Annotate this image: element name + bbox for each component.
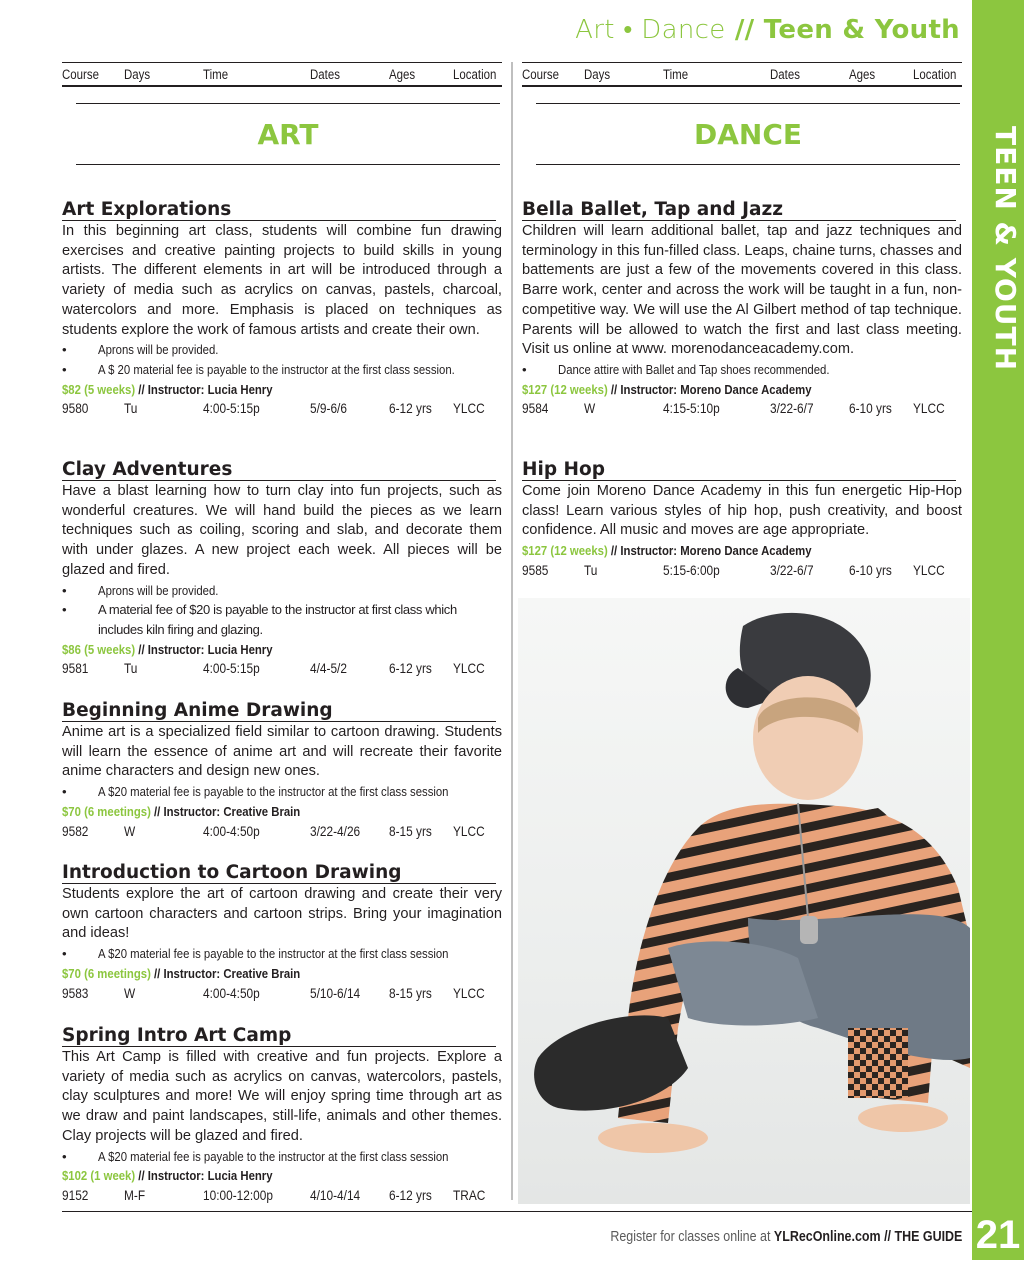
course-fee-line xyxy=(522,541,962,561)
dance-column xyxy=(522,62,962,578)
bullet-icon: • xyxy=(62,361,67,377)
course-dates: 5/9-6/6 xyxy=(310,401,347,417)
footer-prefix: Register for classes online at xyxy=(609,1229,774,1245)
column-headers xyxy=(522,62,962,87)
bullet-icon: • xyxy=(62,342,67,358)
course-days: W xyxy=(584,401,596,417)
course-listing xyxy=(62,1026,502,1206)
course-dates: 4/4-5/2 xyxy=(310,661,347,677)
course-note-text: A $20 material fee is payable to the instructor at the first class session xyxy=(98,946,449,962)
course-title: Hip Hop xyxy=(522,460,956,481)
course-title: Clay Adventures xyxy=(62,460,496,481)
header-days: Days xyxy=(584,66,611,82)
course-days: Tu xyxy=(124,401,138,417)
course-fee-line xyxy=(522,380,962,400)
dance-section-heading xyxy=(536,103,960,165)
course-location: YLCC xyxy=(453,985,485,1001)
course-fee-line xyxy=(62,1166,502,1186)
course-description: Children will learn additional ballet, tap and jazz techniques and terminology in this fun-filled class. Leaps, chaine turns, chasses and battements are just a few of the movements covered in this class. Barre work, center and across the work will be taught in a fun, non-competitive way. We will use the Al Gilbert method of tap technique. Parents will be allowed to watch the first and last class meeting. Visit us online at www. morenodanceacademy.com. xyxy=(522,223,962,358)
course-listing xyxy=(522,200,962,419)
course-price: $82 (5 weeks) xyxy=(62,381,136,397)
course-time: 4:00-5:15p xyxy=(203,401,260,417)
course-price: $86 (5 weeks) xyxy=(62,641,136,657)
course-fee-line xyxy=(62,802,502,822)
course-ages: 6-12 yrs xyxy=(389,401,432,417)
course-dates: 3/22-6/7 xyxy=(770,562,814,578)
side-tab-label: TEEN & YOUTH xyxy=(989,126,1022,372)
course-price: $127 (12 weeks) xyxy=(522,543,608,559)
course-instructor: // Instructor: Lucia Henry xyxy=(135,381,273,397)
course-note xyxy=(62,782,502,802)
course-listing xyxy=(62,701,502,841)
course-location: TRAC xyxy=(453,1187,486,1203)
course-number[interactable]: 9152 xyxy=(62,1187,89,1203)
art-section-heading xyxy=(76,103,500,165)
course-instructor: // Instructor: Creative Brain xyxy=(150,965,301,981)
art-column xyxy=(62,62,502,1203)
footer-suffix: // THE GUIDE xyxy=(880,1229,962,1245)
header-dates: Dates xyxy=(770,66,800,82)
course-note xyxy=(62,600,502,639)
course-schedule-row xyxy=(62,1186,502,1206)
course-ages: 8-15 yrs xyxy=(389,823,432,839)
header-course: Course xyxy=(62,66,100,82)
course-title: Introduction to Cartoon Drawing xyxy=(62,863,496,884)
course-time: 10:00-12:00p xyxy=(203,1187,273,1203)
footer-rule xyxy=(62,1211,972,1212)
course-instructor: // Instructor: Moreno Dance Academy xyxy=(607,381,812,397)
header-separator: // xyxy=(725,15,764,45)
course-price: $70 (6 meetings) xyxy=(62,803,151,819)
header-time: Time xyxy=(663,66,689,82)
course-dates: 5/10-6/14 xyxy=(310,985,361,1001)
course-note xyxy=(62,581,502,601)
course-schedule-row xyxy=(62,984,502,1004)
bullet-icon: • xyxy=(522,361,527,377)
course-time: 5:15-6:00p xyxy=(663,562,720,578)
course-days: W xyxy=(124,823,136,839)
course-note xyxy=(522,360,962,380)
course-description: Students explore the art of cartoon drawing and create their very own cartoon characters and cartoon strips. Bring your imagination and ideas! xyxy=(62,886,502,942)
course-note xyxy=(62,1147,502,1167)
dance-section-title: DANCE xyxy=(693,117,803,151)
course-number[interactable]: 9581 xyxy=(62,661,89,677)
course-number[interactable]: 9580 xyxy=(62,401,89,417)
course-schedule-row xyxy=(522,399,962,419)
course-note xyxy=(62,944,502,964)
course-note xyxy=(62,340,502,360)
course-instructor: // Instructor: Creative Brain xyxy=(150,803,301,819)
course-location: YLCC xyxy=(913,562,945,578)
course-fee-line xyxy=(62,380,502,400)
header-ages: Ages xyxy=(389,66,416,82)
course-ages: 6-10 yrs xyxy=(849,562,892,578)
course-days: Tu xyxy=(124,661,138,677)
course-listing xyxy=(62,200,502,419)
course-schedule-row xyxy=(522,561,962,581)
course-number[interactable]: 9584 xyxy=(522,401,549,417)
course-fee-line xyxy=(62,640,502,660)
bullet-icon: • xyxy=(62,602,67,618)
course-time: 4:00-4:50p xyxy=(203,985,260,1001)
header-ages: Ages xyxy=(849,66,876,82)
column-divider xyxy=(511,62,513,1200)
course-ages: 8-15 yrs xyxy=(389,985,432,1001)
course-title: Beginning Anime Drawing xyxy=(62,701,496,722)
course-description: Have a blast learning how to turn clay into fun projects, such as wonderful creatures. We will hand build the pieces as we learn techniques such as coiling, scoring and slab, and decorate them with under glazes. A new project each week. All pieces will be glazed and fired. xyxy=(62,483,502,578)
course-listing xyxy=(522,460,962,581)
course-note-text: A $20 material fee is payable to the instructor at the first class session xyxy=(98,1148,449,1164)
course-description: In this beginning art class, students will combine fun drawing exercises and creative painting projects to build skills in young artists. The different elements in art will be introduced through a variety of media such as acrylics on canvas, pastels, charcoal, watercolors and more. Emphasis is placed on techniques as students explore the work of famous artists and create their own. xyxy=(62,223,502,338)
course-ages: 6-12 yrs xyxy=(389,1187,432,1203)
dancer-illustration xyxy=(518,598,970,1204)
course-note-text: Dance attire with Ballet and Tap shoes recommended. xyxy=(558,361,830,377)
course-description: This Art Camp is filled with creative and fun projects. Explore a variety of media such as acrylics on canvas, watercolors, pastels, clay sculptures and more! We will enjoy spring time through art as we draw and paint landscapes, still-life, animals and other themes. Clay projects will be glazed and fired. xyxy=(62,1049,502,1144)
course-listing xyxy=(62,863,502,1003)
course-number[interactable]: 9583 xyxy=(62,985,89,1001)
course-dates: 3/22-4/26 xyxy=(310,823,361,839)
course-title: Art Explorations xyxy=(62,200,496,221)
header-location: Location xyxy=(453,66,497,82)
course-instructor: // Instructor: Moreno Dance Academy xyxy=(607,543,812,559)
course-location: YLCC xyxy=(453,661,485,677)
course-number[interactable]: 9582 xyxy=(62,823,89,839)
page-number: 21 xyxy=(972,1210,1024,1260)
header-course: Course xyxy=(522,66,560,82)
course-number[interactable]: 9585 xyxy=(522,562,549,578)
header-days: Days xyxy=(124,66,151,82)
course-note-text: A $ 20 material fee is payable to the instructor at the first class session. xyxy=(98,361,455,377)
course-days: M-F xyxy=(124,1187,146,1203)
course-fee-line xyxy=(62,964,502,984)
course-time: 4:00-5:15p xyxy=(203,661,260,677)
bullet-icon: • xyxy=(62,1148,67,1164)
header-location: Location xyxy=(913,66,957,82)
course-title: Spring Intro Art Camp xyxy=(62,1026,496,1047)
header-time: Time xyxy=(203,66,229,82)
course-location: YLCC xyxy=(453,823,485,839)
course-dates: 3/22-6/7 xyxy=(770,401,814,417)
course-schedule-row xyxy=(62,822,502,842)
course-location: YLCC xyxy=(453,401,485,417)
side-tab xyxy=(972,0,1024,1210)
page-header xyxy=(575,14,960,45)
footer-link[interactable]: YLRecOnline.com xyxy=(773,1229,881,1245)
course-title: Bella Ballet, Tap and Jazz xyxy=(522,200,956,221)
course-price: $102 (1 week) xyxy=(62,1168,136,1184)
course-instructor: // Instructor: Lucia Henry xyxy=(135,641,273,657)
hip-hop-dancer-photo xyxy=(518,598,970,1204)
course-dates: 4/10-4/14 xyxy=(310,1187,361,1203)
course-note-text: Aprons will be provided. xyxy=(98,342,219,358)
course-listing xyxy=(62,460,502,679)
course-time: 4:15-5:10p xyxy=(663,401,720,417)
course-ages: 6-10 yrs xyxy=(849,401,892,417)
bullet-icon: • xyxy=(62,784,67,800)
course-schedule-row xyxy=(62,659,502,679)
course-days: Tu xyxy=(584,562,598,578)
course-ages: 6-12 yrs xyxy=(389,661,432,677)
header-dates: Dates xyxy=(310,66,340,82)
footer xyxy=(553,1229,962,1245)
course-price: $127 (12 weeks) xyxy=(522,381,608,397)
course-description: Anime art is a specialized field similar to cartoon drawing. Students will learn the essence of anime art and will recreate their favorite anime characters and design new ones. xyxy=(62,724,502,780)
course-time: 4:00-4:50p xyxy=(203,823,260,839)
header-section: Teen & Youth xyxy=(763,15,960,45)
art-section-title: ART xyxy=(257,117,319,151)
course-location: YLCC xyxy=(913,401,945,417)
course-note-text: Aprons will be provided. xyxy=(98,582,219,598)
course-note xyxy=(62,360,502,380)
bullet-icon: • xyxy=(62,946,67,962)
course-instructor: // Instructor: Lucia Henry xyxy=(135,1168,273,1184)
column-headers xyxy=(62,62,502,87)
course-note-text: A material fee of $20 is payable to the instructor at first class which includes kiln firing and glazing. xyxy=(98,602,457,637)
course-price: $70 (6 meetings) xyxy=(62,965,151,981)
course-days: W xyxy=(124,985,136,1001)
header-category: Art • Dance xyxy=(575,15,726,45)
course-note-text: A $20 material fee is payable to the instructor at the first class session xyxy=(98,784,449,800)
course-description: Come join Moreno Dance Academy in this fun energetic Hip-Hop class! Learn various styles of hip hop, push creativity, and boost confidence. All music and moves are age appropriate. xyxy=(522,483,962,539)
course-schedule-row xyxy=(62,399,502,419)
bullet-icon: • xyxy=(62,582,67,598)
